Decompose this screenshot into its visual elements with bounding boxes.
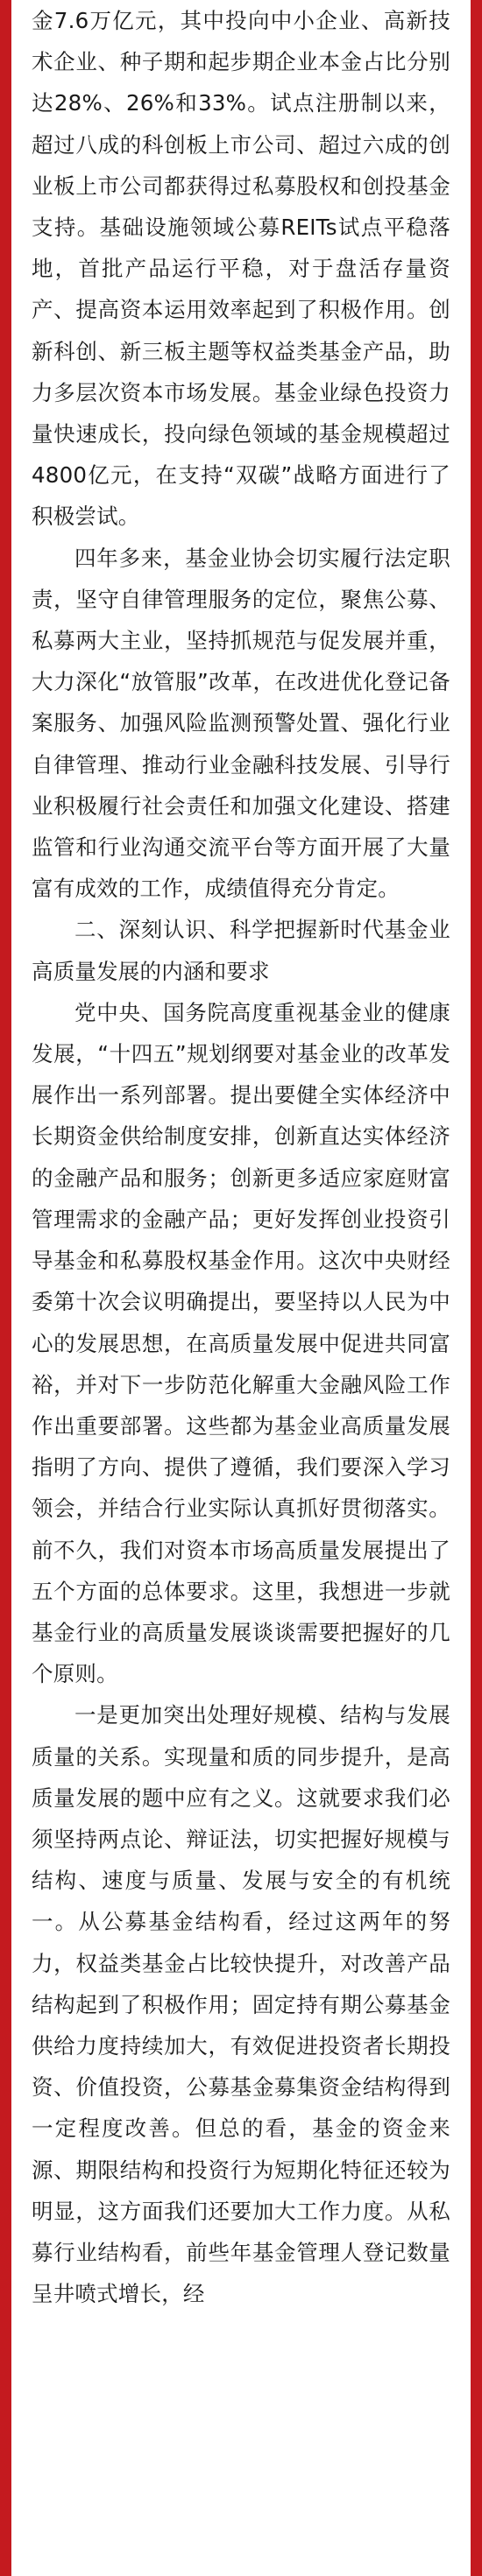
right-red-border: [471, 0, 482, 2576]
left-red-border: [0, 0, 11, 2576]
paragraph-fund-investment-results: 金7.6万亿元，其中投向中小企业、高新技术企业、种子期和起步期企业本金占比分别达28%、26%和33%。试点注册制以来，超过八成的科创板上市公司、超过六成的创业板上市公司都获得过私募股权和创投基金支持。基础设施领域公募REITs试点平稳落地，首批产品运行平稳，对于盘活存量资产、提高资本运用效率起到了积极作用。创新科创、新三板主题等权益类基金产品，助力多层次资本市场发展。基金业绿色投资力量快速成长，投向绿色领域的基金规模超过4800亿元，在支持“双碳”战略方面进行了积极尝试。: [32, 8, 450, 530]
section-heading-high-quality-development: 二、深刻认识、科学把握新时代基金业高质量发展的内涵和要求: [32, 917, 450, 984]
paragraph-association-work: 四年多来，基金业协会切实履行法定职责，坚守自律管理服务的定位，聚焦公募、私募两大主业，坚持抓规范与促发展并重，大力深化“放管服”改革，在改进优化登记备案服务、加强风险监测预警处置、强化行业自律管理、推动行业金融科技发展、引导行业积极履行社会责任和加强文化建设、搭建监管和行业沟通交流平台等方面开展了大量富有成效的工作，成绩值得充分肯定。: [32, 545, 450, 902]
article-body: [32, 0, 450, 2314]
paragraph-central-deployment: 党中央、国务院高度重视基金业的健康发展，“十四五”规划纲要对基金业的改革发展作出一系列部署。提出要健全实体经济中长期资金供给制度安排，创新直达实体经济的金融产品和服务；创新更多适应家庭财富管理需求的金融产品；更好发挥创业投资引导基金和私募股权基金作用。这次中央财经委第十次会议明确提出，要坚持以人民为中心的发展思想，在高质量发展中促进共同富裕，并对下一步防范化解重大金融风险工作作出重要部署。这些都为基金业高质量发展指明了方向、提供了遵循，我们要深入学习领会，并结合行业实际认真抓好贯彻落实。前不久，我们对资本市场高质量发展提出了五个方面的总体要求。这里，我想进一步就基金行业的高质量发展谈谈需要把握好的几个原则。: [32, 999, 450, 1687]
paragraph-scale-structure-quality: 一是更加突出处理好规模、结构与发展质量的关系。实现量和质的同步提升，是高质量发展的题中应有之义。这就要求我们必须坚持两点论、辩证法，切实把握好规模与结构、速度与质量、发展与安全的有机统一。从公募基金结构看，经过这两年的努力，权益类基金占比较快提升，对改善产品结构起到了积极作用；固定持有期公募基金供给力度持续加大，有效促进投资者长期投资、价值投资，公募基金募集资金结构得到一定程度改善。但总的看，基金的资金来源、期限结构和投资行为短期化特征还较为明显，这方面我们还要加大工作力度。从私募行业结构看，前些年基金管理人登记数量呈井喷式增长，经: [32, 1702, 450, 2307]
